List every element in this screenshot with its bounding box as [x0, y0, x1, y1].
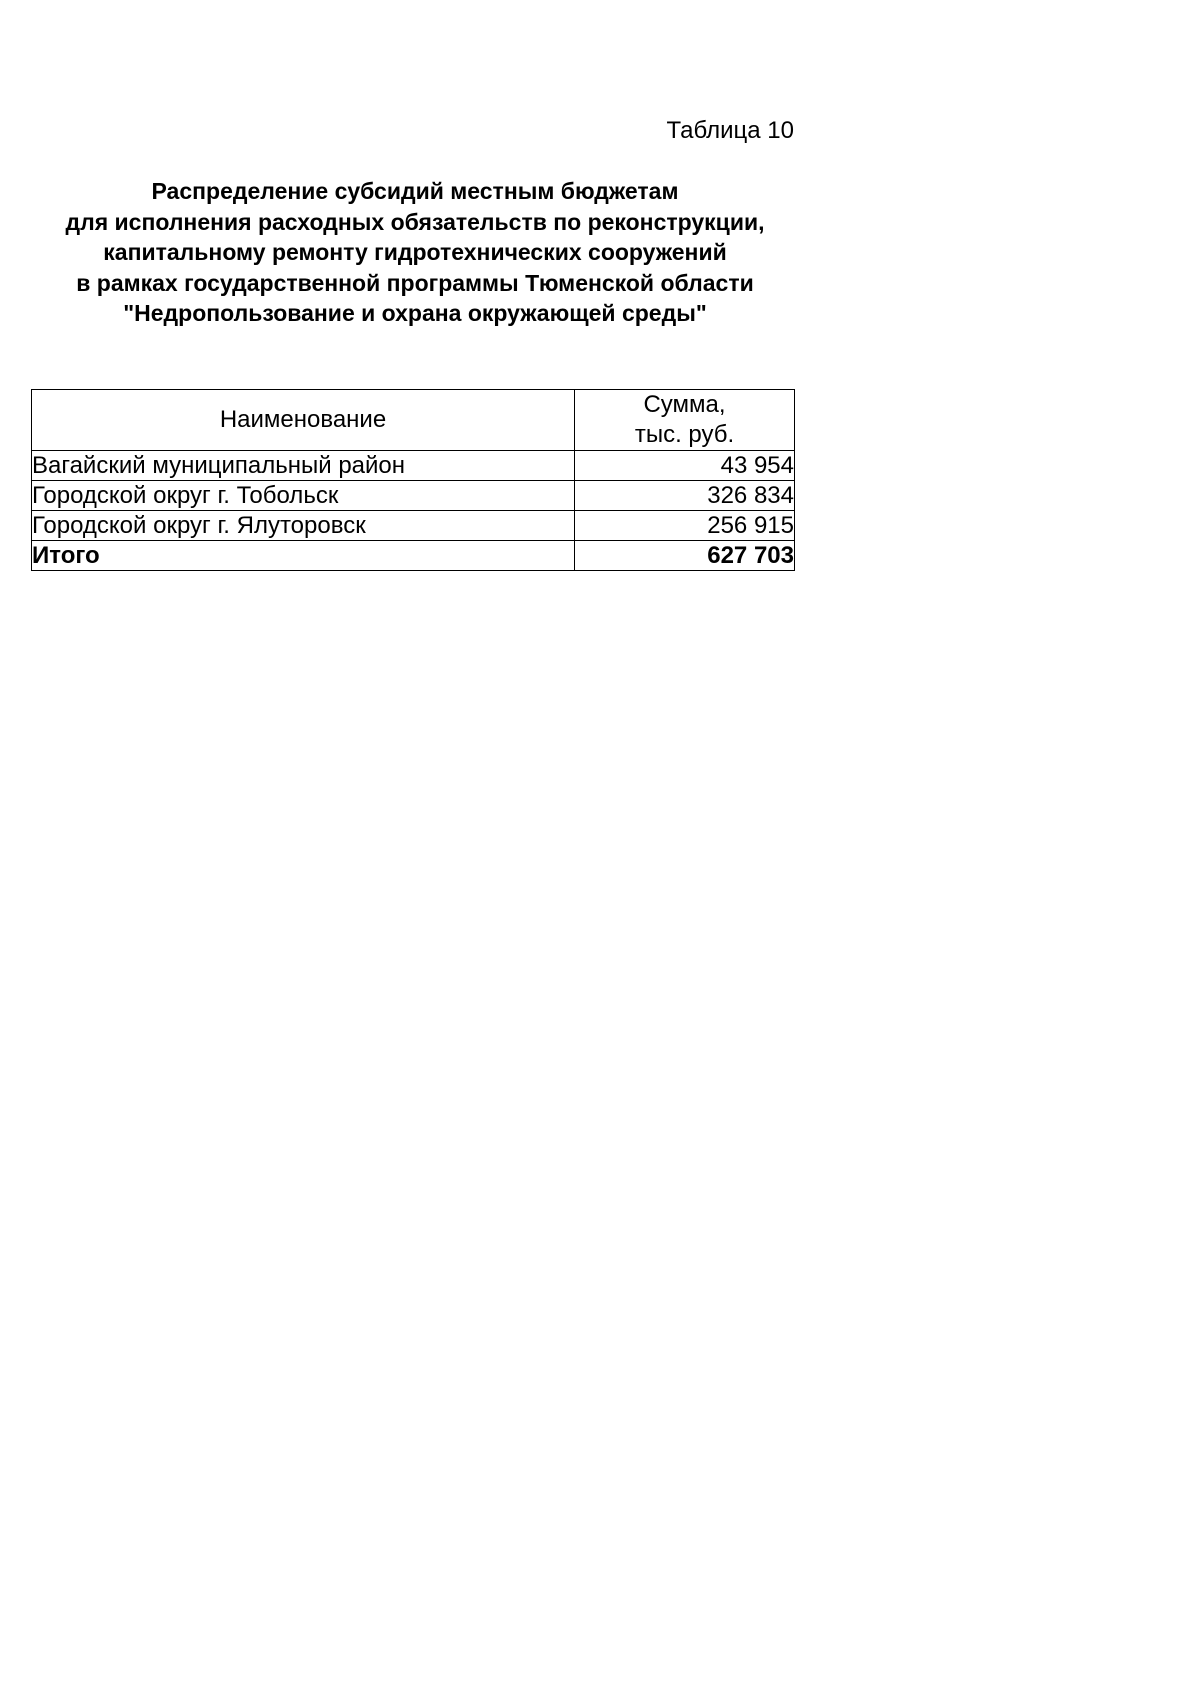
row-value: 326 834: [575, 481, 795, 511]
title-line: "Недропользование и охрана окружающей среды": [123, 300, 707, 326]
header-name: Наименование: [32, 390, 575, 451]
header-sum: [575, 390, 795, 451]
title-line: Распределение субсидий местным бюджетам: [151, 178, 679, 204]
total-label: Итого: [32, 541, 575, 571]
document-title: [30, 176, 800, 329]
table-header-row: [32, 390, 795, 451]
title-line: для исполнения расходных обязательств по реконструкции,: [65, 208, 765, 235]
header-sum-line2: тыс. руб.: [634, 421, 735, 448]
table-row: [32, 451, 795, 481]
row-name: Вагайский муниципальный район: [32, 451, 575, 481]
subsidy-table: [31, 389, 795, 571]
row-name: Городской округ г. Тобольск: [32, 481, 575, 511]
title-line: в рамках государственной программы Тюменской области: [76, 269, 754, 296]
title-line: капитальному ремонту гидротехнических сооружений: [103, 239, 727, 265]
header-sum-line1: Сумма,: [643, 391, 726, 418]
total-value: 627 703: [575, 541, 795, 571]
row-name: Городской округ г. Ялуторовск: [32, 511, 575, 541]
row-value: 43 954: [575, 451, 795, 481]
table-number-label: Таблица 10: [666, 117, 794, 144]
row-value: 256 915: [575, 511, 795, 541]
total-row: [32, 541, 795, 571]
table-row: [32, 481, 795, 511]
table-row: [32, 511, 795, 541]
